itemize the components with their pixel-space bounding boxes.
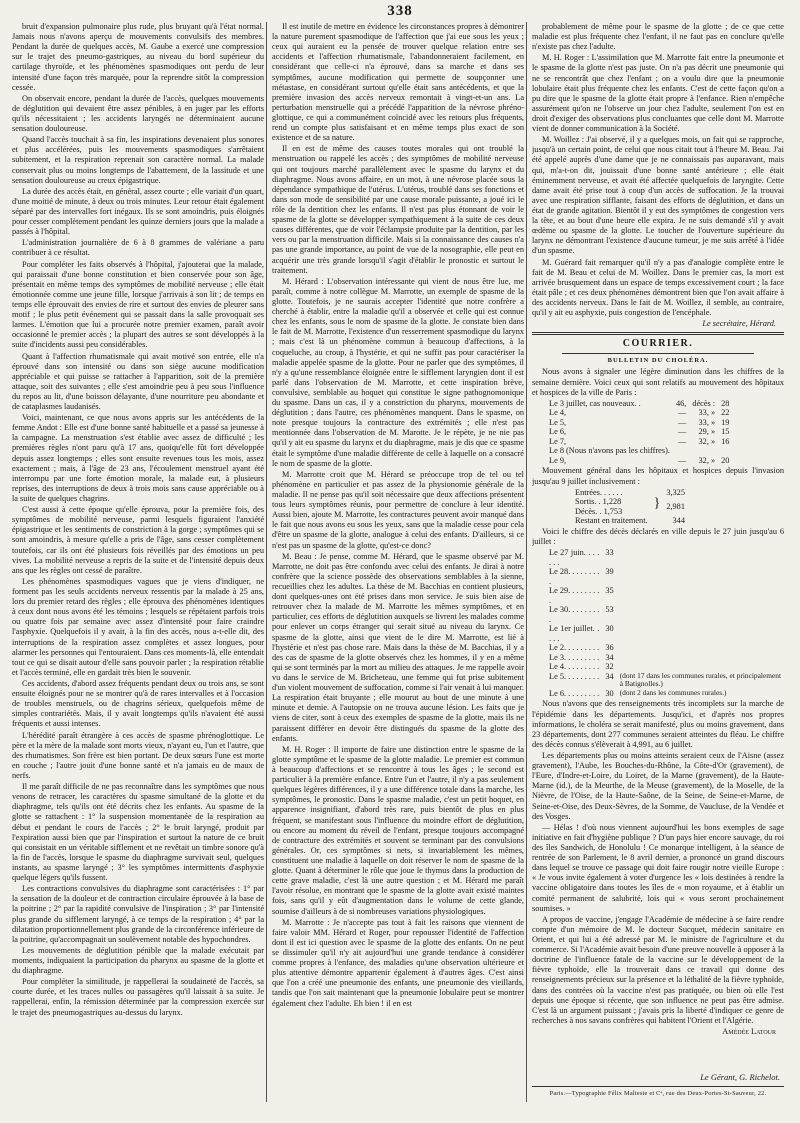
paragraph: M. Guérard fait remarquer qu'il n'y a pas d'analogie complète entre le fait de M. Beau et celui de M. Woillez. Dans le premier cas, la mort est arrivée brusquement dans un espace de temps excessivement court ; la face était pâle ; et ces deux phénomènes démontrent bien que l'on avait affaire à des accidents nerveux. Dans le fait de M. Woillez, il semble, au contraire, qu'il y ait eu asphyxie, puis congestion de l'encéphale. (532, 257, 784, 318)
table-cell: 35 (605, 586, 614, 596)
table-cell: 36 (605, 643, 614, 653)
table-row (546, 408, 732, 418)
paris-deaths-table (546, 548, 784, 698)
table-cell: 33, » (698, 408, 716, 418)
table-cell: Le 27 juin. . . . . . . (549, 548, 600, 567)
col3-bottom-paragraphs (532, 699, 784, 1026)
table-cell: Le 7, (549, 436, 567, 446)
table-cell: 34 (605, 652, 614, 662)
table-cell: (dont 17 dans les communes rurales, et principalement à Batignolles.) (619, 670, 782, 689)
table-cell: — (678, 408, 687, 418)
table-cell: 30 (605, 624, 614, 634)
paragraph: Les départements plus ou moins atteints seraient ceux de l'Aisne (assez gravement), l'Aube, les Bouches-du-Rhône, la Côte-d'Or (gravement), de l'Eure, d'Indre-et-Loire, du Loiret, de la Marne (gravement), de la Haute-Marne (id.), de la Meurthe, de la Meuse (gravement), de la Moselle, de la Nièvre, de l'Oise, de la Haute-Saône, de la Seine, de Seine-et-Marne, de Seine-et-Oise, des Deux-Sèvres, de la Somme, de Vaucluse, de la Vendée et des Vosges. (532, 751, 784, 821)
table-cell (617, 586, 784, 605)
table-cell: 28 (721, 398, 730, 408)
table-cell: 30 (605, 688, 614, 698)
paragraph: La durée des accès était, en général, assez courte ; elle variait d'un quart, d'une moitié de minute, à deux ou trois minutes. Leur retour était également séparé par des intervalles fort inégaux. Ils se sont amoindris, puis éloignés pour cesser complètement pendant les quinze derniers jours que la malade a passés à l'hôpital. (12, 186, 264, 237)
table-cell: Le 3. . . . . . . . . (549, 652, 600, 662)
table-cell: 16 (721, 436, 730, 446)
paragraph: Ces accidents, d'abord assez fréquents pendant deux ou trois ans, se sont ensuite éloignés pour ne se montrer qu'à de rares intervalles et à l'occasion de troubles menstruels, ou de chagrins sérieux, quelquefois même de simples contrariétés. Mais, il y avait longtemps qu'ils n'avaient été aussi fréquents et aussi intenses. (12, 679, 264, 729)
hospital-cases-table (546, 399, 732, 466)
column-rule-right (526, 22, 527, 1102)
table-row (546, 586, 784, 605)
column-right (532, 22, 784, 1067)
table-row (546, 418, 732, 428)
table-cell: 53 (605, 605, 614, 615)
table-row (546, 643, 784, 653)
paragraph: On observait encore, pendant la durée de l'accès, quelques mouvements de déglutition qui devaient être assez pénibles, à en juger par les efforts qu'ils nécessitaient ; les accidents laryngés ne déterminaient aucune sensation douloureuse. (12, 93, 264, 134)
paragraph: Quand l'accès touchait à sa fin, les inspirations devenaient plus sonores et plus accélérées, puis les mouvements spasmodiques s'arrêtaient subitement, et la respiration reprenait son caractère normal. La malade conservait plus ou moins longtemps de l'abattement, de la lassitude et une sensation douloureuse au creux épigastrique. (12, 135, 264, 185)
table-cell: — (678, 417, 687, 427)
table-cell: Le 8 (Nous n'avons pas les chiffres). (549, 446, 670, 456)
table-cell: Le 6. . . . . . . . . (549, 688, 600, 698)
outs-total: 2,981 (666, 501, 685, 511)
heading-rule (562, 353, 754, 354)
table-cell: Le 29. . . . . . . . . (549, 586, 600, 605)
table-row (572, 516, 688, 526)
table-cell: — (678, 455, 687, 465)
deaths-label: Décès. . 1,753 (575, 506, 623, 516)
table-cell: Le 28. . . . . . . . . (549, 567, 600, 586)
paragraph: Les mouvements de déglutition pénible que la malade exécutait par moments, indiquaient la participation du pharynx au spasme de la glotte et du diaphragme. (12, 945, 264, 976)
paragraph: Les phénomènes spasmodiques vagues que je viens d'indiquer, ne forment pas les seuls accidents nerveux ressentis par la malade à 25 ans, lors du premier retard des règles ; elle éprouva des phénomènes identiques à ceux dont nous avons été les témoins ; lesquels se répétaient parfois trois ou quatre fois par semaine avec assez d'intensité pour faire craindre l'asphyxie. Quelquefois il y avait, à la fin des accès, nous a-t-elle dit, des interruptions de la respiration assez complètes et assez longues, pour alarmer les personnes qui l'entouraient. Dans ces moments-là, elle entendait tout ce qui se disait autour d'elle sans pouvoir parler ; la respiration rétablie et l'accès terminé, elle en gardait très bien le souvenir. (12, 576, 264, 677)
table-row (546, 672, 784, 689)
secretary-signature: Le secrétaire, Hérard. (702, 319, 776, 329)
paragraph: M. H. Roger : L'assimilation que M. Marrotte fait entre la pneumonie et le spasme de la glotte n'est pas juste. On n'a pas décrit une pneumonie qui ne se rencontrât que chez l'enfant ; on a voulu dire que la pneumonie lobulaire était plus fréquente chez les enfants. C'est de cette façon qu'on a pu dire que le spasme de la glotte était propre à l'enfance. Rien n'empêche assurément qu'on ne l'observe un jour chez l'adulte, seulement l'on est en droit d'exiger des observations plus concluantes que celle dont M. Marrotte vient de donner communication à la Société. (532, 53, 784, 134)
table-row (546, 689, 784, 699)
paragraph: M. H. Roger : Il importe de faire une distinction entre le spasme de la glotte symptôme et le spasme de la glotte maladie. Le premier est commun à beaucoup d'affections et se rencontre à tous les âges ; le second est particulier à la première enfance. Entre l'un et l'autre, il n'y a pas seulement quelques légères différences, il y a une différence totale dans la marche, les symptômes, le pronostic. Dans le spasme maladie, c'est un petit hoquet, en apparence insignifiant, d'abord très rare, puis bientôt de plus en plus fréquent, se manifestant sous l'influence du moindre effort de déglutition, ou encore au moment du réveil de l'enfant, presque toujours accompagné de contracture des extrémités et souvent se terminant par des convulsions générales. Or, ces symptômes si nets, si invariablement les mêmes, constituent une maladie à laquelle on doit réserver le nom de spasme de la glotte. Quant à déterminer le rôle que joue le thymus dans la production de cette grave maladie, c'est là une autre question ; et M. Hérard me paraît l'avoir résolue, en montrant que le spasme de la glotte avait existé maintes fois, sans qu'il y eût d'augmentation dans le volume de cette glande, soumise d'ailleurs à de si nombreuses variations physiologiques. (272, 744, 524, 916)
paragraph: M. Marrotte : Je n'accepte pas tout à fait les raisons que viennent de faire valoir MM. Hérard et Roger, pour repousser l'identité de l'affection dont il est ici question avec le spasme de la glotte des enfants. On ne peut se dissimuler qu'il n'y ait aujourd'hui une grande tendance à considérer comme propres à l'enfance, des maladies qu'une observation ultérieure et plus attentive démontre appartenir également à d'autres âges. C'est ainsi que l'on a créé une pneumonie des enfants, une pneumonie des vieillards, tandis que l'on sait maintenant que la pneumonie lobulaire peut se montrer également chez l'adulte. Eh bien ! il en est (272, 917, 524, 1008)
paragraph: Il est inutile de mettre en évidence les circonstances propres à démontrer la nature purement spasmodique de l'affection que j'ai eue sous les yeux ; ceux qui auraient eu la pensée de trouver quelque relation entre ses accidents et l'affection rhumatismale, l'abandonneraient facilement, en considérant que celle-ci n'a éprouvé, dans sa marche et dans ses symptômes, aucune modification qui permette de soupçonner une métastase, en considérant surtout qu'elle était sans antécédents, et que la première invasion des accès nerveux remontait à vingt-et-un ans. La perturbation menstruelle qui a précédé l'apparition de la névrose phréno-glottique, ce qui a communément coïncidé avec les retours plus fréquents, rend un compte plus satisfaisant et en même temps plus exact de son existence et de sa nature. (272, 22, 524, 143)
table-cell (617, 567, 784, 586)
table-cell: Le 9, (549, 455, 567, 465)
col3-top-paragraphs (532, 22, 784, 318)
bulletin-heading: BULLETIN DU CHOLÉRA. (607, 357, 709, 365)
table-cell (617, 548, 784, 567)
courrier-heading: COURRIER. (622, 338, 694, 350)
movement-intro: Mouvement général dans les hôpitaux et hospices depuis l'invasion jusqu'au 9 juillet inclusivement : (532, 466, 784, 486)
entries-label: Entrées. . . . . . (575, 487, 623, 497)
table-cell (673, 446, 689, 456)
paragraph: C'est aussi à cette époque qu'elle éprouva, pour la première fois, des symptômes de mobilité nerveuse, parmi lesquels figuraient l'anxiété épigastrique et les sentiments de constriction à la gorge ; symptômes qui se sont amoindris, à mesure qu'elle a pris de l'âge, sans cesser complètement toutefois, car ils ont été plusieurs fois réveillés par des émotions un peu vives. La mobilité nerveuse a repris de la suite et de l'intensité depuis deux ans que les règles ont cessé de paraître. (12, 505, 264, 575)
paragraph: Les contractions convulsives du diaphragme sont caractérisées : 1° par la sensation de la douleur et de contraction circulaire éprouvée à la base de la poitrine ; 2° par la rapidité convulsive de l'inspiration ; 3° par l'intensité plus grande du sifflement laryngé, à ce temps de la respiration ; 4° par la dilatation proportionnellement plus grande de la circonférence inférieure de la poitrine, qu'accompagnait un soulèvement notable des hypochondres. (12, 884, 264, 944)
paragraph: Pour compléter la similitude, je rappellerai la soudaineté de l'accès, sa courte durée, et les traces nulles ou passagères qu'il laissait à sa suite. Je rappellerai, enfin, la rémission déterminée par la compression exercée sur le trajet des pneumogastriques au-dessus du larynx. (12, 977, 264, 1017)
paragraph: M. Marrotte croit que M. Hérard se préoccupe trop de tel ou tel phénomène en particulier et pas assez de la physionomie générale de la maladie. Il ne pense pas qu'il soit nécessaire que deux affections présentent tous leurs symptômes réunis, pour permettre de conclure à leur identité. Aussi bien, ajoute M. Marrotte, les contractures peuvent avoir manqué dans le fait que nous avons eu sous les yeux, sans que la maladie cesse pour cela d'être un spasme de la glotte, analogue à celui des enfants. D'ailleurs, si ce n'est pas un spasme de la glotte, qu'est-ce donc? (272, 469, 524, 550)
table-cell: (dont 2 dans les communes rurales.) (619, 687, 727, 697)
table-cell: Le 1er juillet. . . . . (549, 624, 600, 643)
bulletin-intro: Nous avons à signaler une légère diminution dans les chiffres de la semaine dernière. Voici ceux qui sont relatifs au mouvement des hôpitaux et hospices de la ville de Paris : (532, 367, 784, 397)
printer-imprint: Paris.—Typographie Félix Malteste et Cᵉ, rue des Deux-Portes-St-Sauveur, 22. (549, 1090, 767, 1097)
table-cell: 19 (721, 417, 730, 427)
table-cell (617, 643, 784, 653)
table-cell: 33, » (698, 417, 716, 427)
table-cell: Le 30. . . . . . . . . (549, 605, 600, 624)
table-cell: Le 2. . . . . . . . . (549, 643, 600, 653)
table-cell: Le 5. . . . . . . . . (549, 671, 600, 681)
table-cell: 32 (605, 662, 614, 672)
table-cell: Le 3 juillet, cas nouveaux. . (549, 398, 641, 408)
table-cell: décès : (692, 398, 716, 408)
table-cell: — (678, 427, 687, 437)
paragraph: Quant à l'affection rhumatismale qui avait motivé son entrée, elle n'a éprouvé dans son intensité ou dans son siège aucune modification appréciable et qui puisse se rattacher à l'apparition, soit de la première attaque, soit des suivantes ; elle s'est amoindrie peu à peu sous l'influence du repos au lit, d'une boisson délayante, d'une nourriture peu abondante et de cataplasmes laudanisés. (12, 351, 264, 412)
table-cell: 33 (605, 548, 614, 557)
paragraph: M. Beau : Je pense, comme M. Hérard, que le spasme observé par M. Marrotte, ne doit pas être confondu avec celui des enfants. Je dirai à notre confrère que la science possède des observations semblables à la sienne, recueillies chez les adultes. La thèse de M. Bacchias en contient plusieurs, dont quelques-unes ont été prises dans mon service. Je suis bien aise de retrouver chez la malade de M. Marrotte les mêmes symptômes, et en particulier, ces efforts de déglutition auxquels se livrent les malades comme pour enlever un corps étranger qui serait situé au niveau du larynx. Ce spasme de la glotte, ainsi que vient de le dire M. Marrotte, est lié à l'hystérie et n'est pas chose rare. Mais dans la thèse de M. Bacchias, il y a des cas de spasme de la glotte observés chez les hommes, il y en a même qui se sont terminés par la mort au milieu des attaques. Je me rappelle avoir vu dans le service de M. Bricheteau, une femme qui fut prise subitement d'un violent mouvement de suffocation, comme si l'air venait à lui manquer. La respiration était bruyante ; elle mourut au bout de une minute à une minute et demie. A l'autopsie on ne trouva aucune lésion. Les faits que je viens de citer, sont à ceux des exemples de spasme de la glotte, mais ils ne paraissent différer en devoir être distingués du spasme de la glotte des enfants. (272, 551, 524, 743)
remaining-value: 344 (672, 516, 685, 526)
column-rule-left (266, 22, 267, 1102)
entries-value: 3,325 (666, 487, 685, 497)
table-cell: 39 (605, 567, 614, 577)
paragraph: A propos de vaccine, j'engage l'Académie de médecine à se faire rendre compte d'un mémoire de M. le docteur Sucquet, médecin sanitaire en Orient, et qui lui a été adressé par M. le ministre de l'agriculture et du commerce. Si l'Académie avait besoin d'une preuve nouvelle à opposer à la doctrine de l'influence fatale de la vaccine sur le développement de la fièvre typhoïde, elle la trouverait dans ce travail qui donne des renseignements précieux sur la présence et la léthalité de la fièvre typhoïde, dans des contrées où la vaccine n'est pas pratiquée, ou bien où elle l'est depuis une époque si récente, que son influence ne peut pas être admise. C'est là un argument puissant ; j'avais pris la liberté d'indiquer ce genre de recherches à nos savans confrères qui habitent l'Orient et l'Algérie. (532, 914, 784, 1025)
paragraph: M. Woillez : J'ai observé, il y a quelques mois, un fait qui se rapproche, jusqu'à un certain point, de celui que nous citait tout à l'heure M. Beau. J'ai été appelé auprès d'une dame que je ne connaissais pas auparavant, mais qui, m'a-t-on dit, jouissait d'une bonne santé antérieure ; elle était éminemment nerveuse, et avait été affectée quelquefois de laryngite. Cette dame avait été prise tout à coup d'un accès de suffocation. Je la trouvai avec une respiration sifflante, faisant des efforts de déglutition, et dans un état de grande agitation. Bientôt il y eut des symptômes de congestion vers la tête, et au bout d'une heure elle expira. Je ne suis demandé s'il y avait œdème ou spasme de la glotte. Le toucher de l'ouverture supérieure du larynx ne démontrant l'existence d'aucune tumeur, je me suis arrêté à l'idée d'un spasme. (532, 135, 784, 256)
table-cell (689, 446, 718, 456)
table-cell: Le 6, (549, 427, 567, 437)
table-cell: Le 5, (549, 417, 567, 427)
hospital-movement-table (572, 488, 688, 526)
table-cell: Le 4. . . . . . . . . (549, 662, 600, 672)
column-left (12, 22, 264, 1102)
table-cell: 20 (721, 455, 730, 465)
table-row (546, 446, 732, 456)
paragraph: Nous n'avons que des renseignements très incomplets sur la marche de l'épidémie dans les départements. Jusqu'ici, et d'après nos propres informations, le choléra se serait manifesté, plus ou moins gravement, dans 23 départements, dont 277 communes seraient atteintes du fléau. Le chiffre des décès connus s'élèverait à 4,991, au 6 juillet. (532, 699, 784, 749)
paragraph: L'administration journalière de 6 à 8 grammes de valériane a paru contribuer à ce résultat. (12, 238, 264, 258)
paragraph: — Hélas ! d'où nous viennent aujourd'hui les bons exemples de sage initiative en fait d'hygiène publique ? D'un pays hier encore sauvage, du roi des îles Sandwich, de Honolulu ! Ce monarque intelligent, à la séance de rentrée de son Parlement, le 8 avril dernier, a prononcé un grand discours dans lequel se trouve ce passage qui doit faire rougir notre vieille Europe : « Je vous invite également à voter d'urgence les « lois destinées à rendre la vaccine obligatoire dans toutes les îles de « mon royaume, et à établir un comité permanent de salubrité, lois qui « vous seront prochainement soumises. » (532, 822, 784, 913)
table-cell: Le 4, (549, 408, 567, 418)
courrier-signature: Amédée Latour (722, 1026, 776, 1036)
table-cell: 15 (721, 427, 730, 437)
table-cell: 29, » (698, 427, 716, 437)
table-row (572, 488, 688, 498)
table-cell: 34 (605, 671, 614, 681)
table-cell: 32, » (698, 455, 716, 465)
imprint-rule (532, 1086, 784, 1087)
table-row: Sortis. . 1,228 } 2,981 (572, 497, 688, 507)
table-cell (617, 653, 784, 663)
table-cell (718, 446, 732, 456)
table-cell: 46, (675, 398, 687, 408)
table-row (546, 399, 732, 409)
table-row (546, 605, 784, 624)
paragraph: Il en est de même des causes toutes morales qui ont troublé la menstruation ou rappelé les accès ; des symptômes de mobilité nerveuse qui ont toujours marché parallèlement avec le spasme du larynx et du diaphragme. Nous avons affaire, en un mot, à une névrose placée sous la dépendance sympathique de l'utérus. L'utérus, troublé dans ses fonctions et dans son mode de sensibilité par une cause morale puissante, a joué ici le rôle de la dentition chez les enfants. Il n'est pas plus étonnant de voir le spasme de la glotte se développer sympathiquement à la suite de ces deux causes différentes, que de voir l'éclampsie produite par la dentition, par les vers ou par la menstruation difficile. Mais si la connaissance des causes n'a pas une grande importance, au point de vue de la nosographie, elle peut en acquérir une très grande lorsqu'il s'agit d'établir le pronostic et surtout le traitement. (272, 144, 524, 275)
table-cell (617, 605, 784, 624)
gerant-signature: Le Gérant, G. Richelot. (700, 1072, 780, 1082)
remaining-label: Restant en traitement. (575, 516, 648, 526)
table-cell: 32, » (698, 436, 716, 446)
paragraph: M. Hérard : L'observation intéressante qui vient de nous être lue, me paraît, comme à notre collègue M. Marrotte, un exemple de spasme de la glotte. Toutefois, je ne saurais accepter l'identité que notre confrère a cherché à établir, entre la maladie qu'il a observée et celle qui est connue chez les enfants, sous le nom de spasme de la glotte. Je constate bien dans le fait de M. Marrotte, l'existence d'un resserrement spasmodique du larynx ; mais c'est là un phénomène commun à beaucoup d'affections, à la coqueluche, au croup, à l'hystérie, et qui ne suffit pas pour caractériser la maladie appelée spasme de la glotte. Pour ne parler que des symptômes, il n'y a qu'une ressemblance éloignée entre le sifflement laryngien dont il est parlé dans l'observation de M. Marrotte, et cette inspiration brève, convulsive, semblable au hoquet qui constitue le signe pathognomonique du spasme. Dans un cas, il y a constriction du pharynx, mouvements de déglutition ; dans l'autre, ces phénomènes manquent. Dans le spasme, on note presque toujours la contracture des extrémités ; elle n'est pas mentionnée dans l'observation de M. Marotte. Je le répète, je ne nie pas qu'il y ait eu spasme du larynx et du diaphragme, mais je dis que ce spasme était le symptôme d'une maladie différente de celle à laquelle on a consacré le nom de spasme de la glotte. (272, 276, 524, 468)
paragraph: probablement de même pour le spasme de la glotte ; de ce que cette maladie est plus fréquente chez l'enfant, il ne faut pas en conclure qu'elle n'existe pas chez l'adulte. (532, 22, 784, 52)
table-row (546, 624, 784, 643)
page-number: 338 (387, 3, 413, 19)
table-row (546, 653, 784, 663)
table-cell: — (678, 436, 687, 446)
table-row (546, 437, 732, 447)
paragraph: Pour compléter les faits observés à l'hôpital, j'ajouterai que la malade, qui paraissait d'une bonne constitution et bien conservée pour son âge, présentait en même temps des symptômes de mobilité nerveuse ; elle était émotionnée comme une jeune fille, lorsque j'arrivais à son lit ; de temps en temps elle éprouvait des envies de rire et surtout des envies de pleurer sans motif ; le plus petit événement qui se passait dans la salle provoquait ses larmes. L'émotion que lui a procurée notre premier examen, paraît avoir occasionné le premier accès ; la plupart des autres se sont développés à la suite d'incidents aussi peu considérables. (12, 259, 264, 350)
section-divider (532, 332, 784, 335)
paragraph: Voici, maintenant, ce que nous avons appris sur les antécédents de la femme Andot : Elle est d'une bonne santé habituelle et a passé sa jeunesse à la campagne. La menstruation s'est établie avec assez de difficulté ; les premières règles n'ont paru qu'à 17 ans, quoiqu'elle fût fort développée depuis assez longtemps ; elles sont ensuite revenues tous les mois, assez exactement ; mais, à l'âge de 23 ans, l'écoulement menstruel ayant été interrompu par une forte émotion morale, la malade eut, à plusieurs reprises, des interruptions de deux à trois mois sans cause appréciable ou à la suite de quelques chagrins. (12, 413, 264, 504)
paragraph: L'hérédité paraît étrangère à ces accès de spasme phrénoglottique. Le père et la mère de la malade sont morts vieux, n'ayant eu, l'un et l'autre, que des rhumatismes. Son frère est bien portant. De deux sœurs l'une est morte en couche ; l'autre jouit d'une bonne santé et n'a jamais eu de maux de nerfs. (12, 730, 264, 780)
paris-intro: Voici le chiffre des décès déclarés en ville depuis le 27 juin jusqu'au 6 juillet : (532, 526, 784, 546)
table-cell (617, 624, 784, 643)
table-cell: 22 (721, 408, 730, 418)
table-row (546, 456, 732, 466)
table-row (546, 427, 732, 437)
table-row (546, 567, 784, 586)
paragraph: bruit d'expansion pulmonaire plus rude, plus bruyant qu'à l'état normal. Jamais nous n'avons aperçu de mouvements convulsifs des membres. Pendant la durée de quelques accès, M. Gaube a exercé une compression sur le trajet des pneumo-gastriques, au niveau du bord supérieur du cartilage thyroïde, et les phénomènes spasmodiques ont perdu de leur intensité d'une façon très marquée, pour la reprendre sitôt la compression cessée. (12, 22, 264, 92)
table-row (546, 548, 784, 567)
paragraph: Il me paraît difficile de ne pas reconnaître dans les symptômes que nous venons de retracer, les caractères du spasme simultané de la glotte et du diaphragme, tels qu'ils ont été décrits chez les enfants. Au spasme de la glotte se rattachent : 1° la suspension momentanée de la respiration au début et pendant le cours de l'accès ; 2° le bruit laryngé, produit par l'expiration aussi bien que par l'inspiration et surtout la nature de ce bruit qui consistait en un véritable sifflement et ne revêtait un timbre sonore qu'à la fin de l'accès, lorsque le spasme du diaphragme survivait seul, quelques instants, au spasme laryngé ; 3° les symptômes intermittents d'asphyxie quelque légers qu'ils fussent. (12, 782, 264, 883)
column-middle (272, 22, 524, 1102)
outs-label: Sortis. . 1,228 (575, 497, 622, 507)
